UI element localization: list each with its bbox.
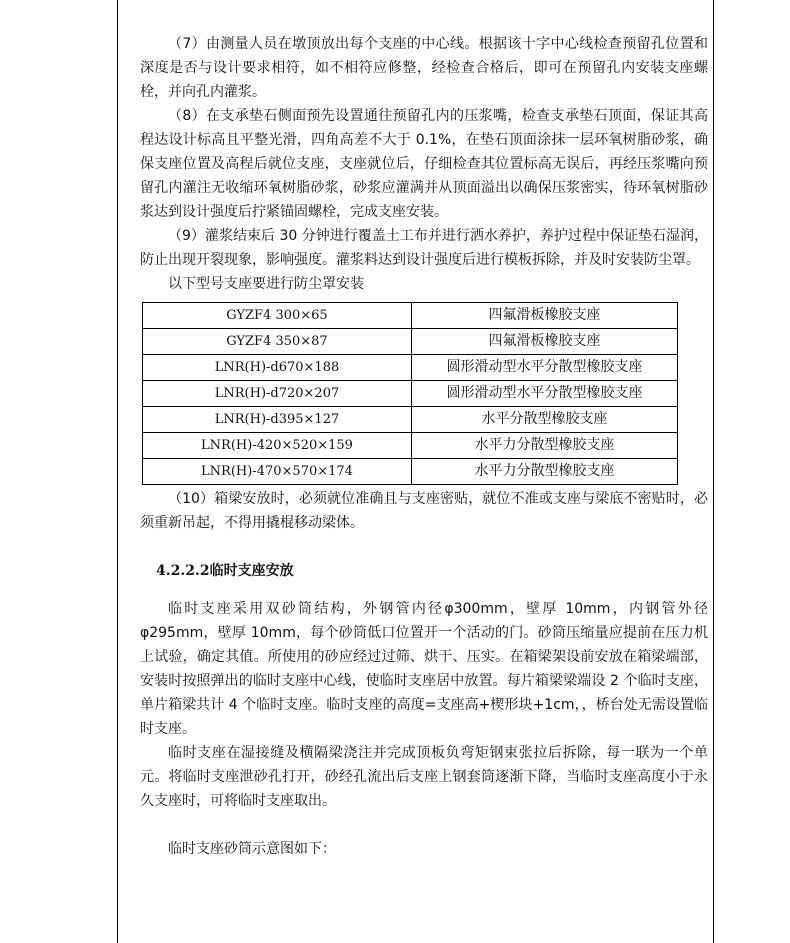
- bearing-model: LNR(H)-d670×188: [143, 355, 412, 381]
- bearing-model: LNR(H)-420×520×159: [143, 433, 412, 459]
- paragraph-8: （8）在支承垫石侧面预先设置通往预留孔内的压浆嘴，检查支承垫石顶面，保证其高程达设计标高且平整光滑，四角高差不大于 0.1%，在垫石顶面涂抹一层环氧树脂砂浆，确保支座位置及高程后就位支座，支座就位后，仔细检查其位置标高无误后，再经压浆嘴向预留孔内灌注无收缩环氧树脂砂浆，砂浆应灌满并从顶面溢出以确保压浆密实，待环氧树脂砂浆达到设计强度后拧紧锚固螺栓，完成支座安装。: [140, 108, 708, 220]
- bearing-type: 水平力分散型橡胶支座: [412, 459, 678, 485]
- bearing-model: LNR(H)-d720×207: [143, 381, 412, 407]
- bearing-model: GYZF4 350×87: [143, 329, 412, 355]
- diagram-caption: 临时支座砂筒示意图如下：: [168, 841, 336, 857]
- bearing-type: 四氟滑板橡胶支座: [412, 303, 678, 329]
- bearing-type: 水平力分散型橡胶支座: [412, 433, 678, 459]
- table-row: [143, 355, 678, 381]
- section-heading: 4.2.2.2临时支座安放: [156, 563, 294, 579]
- bearing-type: 四氟滑板橡胶支座: [412, 329, 678, 355]
- document-body: [140, 32, 708, 861]
- spacer: [140, 535, 708, 559]
- table-row: [143, 381, 678, 407]
- table-row: [143, 407, 678, 433]
- bearing-model: LNR(H)-470×570×174: [143, 459, 412, 485]
- bearing-type: 水平分散型橡胶支座: [412, 407, 678, 433]
- page-right-border: [713, 0, 714, 943]
- bearing-model: LNR(H)-d395×127: [143, 407, 412, 433]
- spacer: [140, 813, 708, 837]
- bearing-model: GYZF4 300×65: [143, 303, 412, 329]
- bearing-type: 圆形滑动型水平分散型橡胶支座: [412, 381, 678, 407]
- bearing-table: [142, 302, 678, 485]
- table-row: [143, 303, 678, 329]
- temporary-bearing-removal-paragraph: 临时支座在湿接缝及横隔梁浇注并完成顶板负弯矩钢束张拉后拆除，每一联为一个单元。将临时支座泄砂孔打开，砂经孔流出后支座上钢套筒逐渐下降，当临时支座高度小于永久支座时，可将临时支座取出。: [140, 745, 708, 809]
- paragraph-9: （9）灌浆结束后 30 分钟进行覆盖土工布并进行洒水养护，养护过程中保证垫石湿润，防止出现开裂现象，影响强度。灌浆料达到设计强度后进行模板拆除，并及时安装防尘罩。: [140, 228, 708, 268]
- temporary-bearing-paragraph: 临时支座采用双砂筒结构，外钢管内径φ300mm，壁厚 10mm，内钢管外径φ295mm，壁厚 10mm，每个砂筒低口位置开一个活动的门。砂筒压缩量应提前在压力机上试验，确定其值。所使用的砂应经过过筛、烘干、压实。在箱梁架设前安放在箱梁端部，安装时按照弹出的临时支座中心线，使临时支座居中放置。每片箱梁梁端设 2 个临时支座，单片箱梁共计 4 个临时支座。临时支座的高度=支座高+楔形块+1cm，，桥台处无需设置临时支座。: [140, 601, 708, 737]
- table-row: [143, 433, 678, 459]
- page-left-border: [117, 0, 118, 943]
- paragraph-7: （7）由测量人员在墩顶放出每个支座的中心线。根据该十字中心线检查预留孔位置和深度是否与设计要求相符，如不相符应修整，经检查合格后，即可在预留孔内安装支座螺栓，并向孔内灌浆。: [140, 36, 708, 100]
- bearing-type: 圆形滑动型水平分散型橡胶支座: [412, 355, 678, 381]
- paragraph-10: （10）箱梁安放时，必须就位准确且与支座密贴，就位不准或支座与梁底不密贴时，必须重新吊起，不得用撬棍移动梁体。: [140, 491, 708, 531]
- table-intro: 以下型号支座要进行防尘罩安装: [168, 276, 364, 292]
- table-row: [143, 459, 678, 485]
- table-row: [143, 329, 678, 355]
- spacer: [140, 583, 708, 597]
